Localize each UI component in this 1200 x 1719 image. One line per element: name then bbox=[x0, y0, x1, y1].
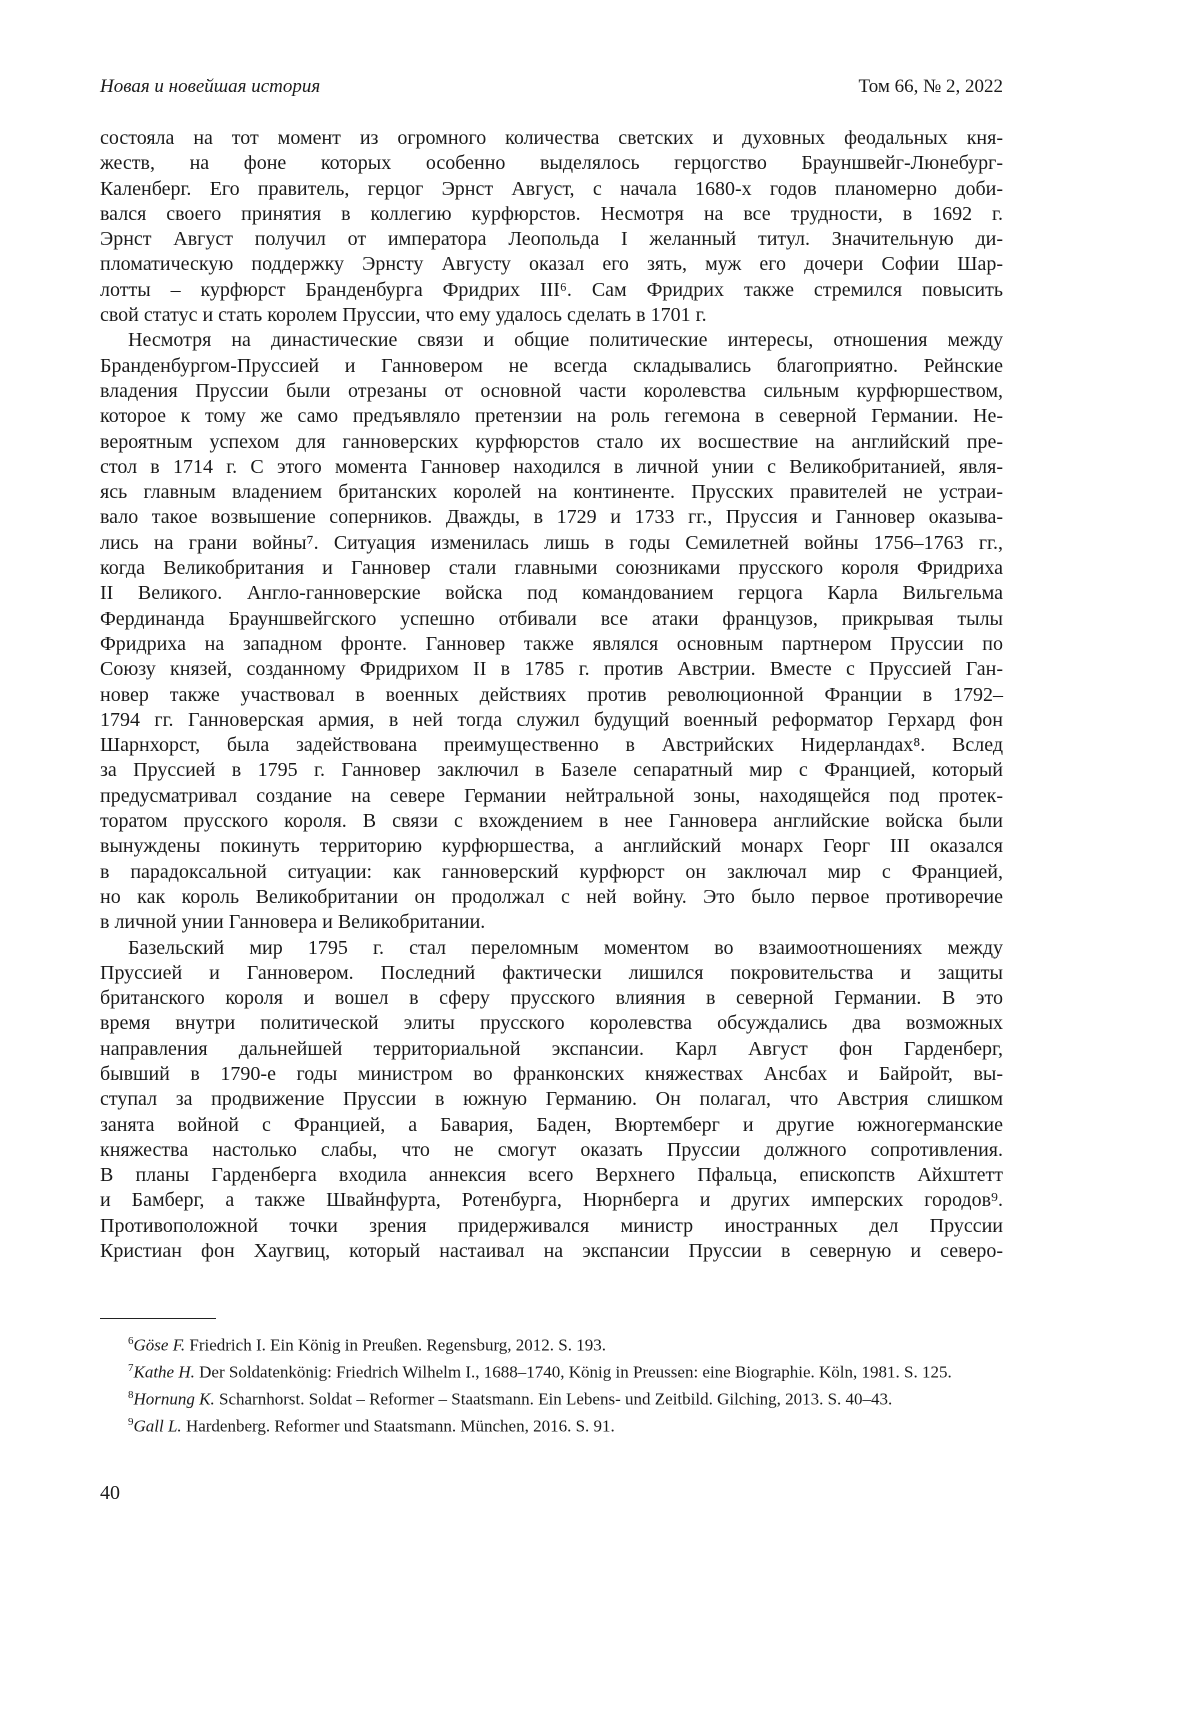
footnote-number: 9 bbox=[128, 1416, 134, 1428]
text-line: Эрнст Август получил от императора Леопольда I желанный титул. Значительную ди- bbox=[100, 227, 1003, 252]
paragraph bbox=[100, 936, 1003, 1265]
text-line: Несмотря на династические связи и общие политические интересы, отношения между bbox=[100, 328, 1003, 353]
text-line: Пруссией и Ганновером. Последний фактически лишился покровительства и защиты bbox=[100, 961, 1003, 986]
footnote bbox=[100, 1357, 1003, 1384]
text-line: II Великого. Англо-ганноверские войска под командованием герцога Карла Вильгельма bbox=[100, 581, 1003, 606]
text-line: владения Пруссии были отрезаны от основной части королевства сильным курфюршеством, bbox=[100, 379, 1003, 404]
journal-title: Новая и новейшая история bbox=[100, 76, 320, 98]
text-line: жеств, на фоне которых особенно выделялось герцогство Брауншвейг-Люнебург- bbox=[100, 151, 1003, 176]
footnote-number: 6 bbox=[128, 1335, 134, 1347]
text-line: ясь главным владением британских королей на континенте. Прусских правителей не устраи- bbox=[100, 480, 1003, 505]
page-number: 40 bbox=[100, 1482, 120, 1505]
footnote-author: Hornung K. bbox=[134, 1390, 215, 1409]
text-line: Кристиан фон Хаугвиц, который настаивал на экспансии Пруссии в северную и северо- bbox=[100, 1239, 1003, 1264]
text-line: Противоположной точки зрения придерживался министр иностранных дел Пруссии bbox=[100, 1214, 1003, 1239]
footnote-text: Scharnhorst. Soldat – Reformer – Staatsmann. Ein Lebens- und Zeitbild. Gilching, 2013. S. 40–43. bbox=[215, 1390, 893, 1409]
text-line: вынуждены покинуть территорию курфюршества, а английский монарх Георг III оказался bbox=[100, 834, 1003, 859]
text-line: предусматривал создание на севере Германии нейтральной зоны, находящейся под протек- bbox=[100, 784, 1003, 809]
footnote-author: Gall L. bbox=[134, 1417, 182, 1436]
text-line: лотты – курфюрст Бранденбурга Фридрих III⁶. Сам Фридрих также стремился повысить bbox=[100, 278, 1003, 303]
text-line: новер также участвовал в военных действиях против революционной Франции в 1792– bbox=[100, 683, 1003, 708]
text-line: Каленберг. Его правитель, герцог Эрнст Август, с начала 1680-х годов планомерно доби- bbox=[100, 177, 1003, 202]
text-line: направления дальнейшей территориальной экспансии. Карл Август фон Гарденберг, bbox=[100, 1037, 1003, 1062]
text-line: вало такое возвышение соперников. Дважды, в 1729 и 1733 гг., Пруссия и Ганновер оказыва- bbox=[100, 505, 1003, 530]
text-line: Союзу князей, созданному Фридрихом II в 1785 г. против Австрии. Вместе с Пруссией Ган- bbox=[100, 657, 1003, 682]
text-line: вероятным успехом для ганноверских курфюрстов стало их восшествие на английский пре- bbox=[100, 430, 1003, 455]
text-line: в парадоксальной ситуации: как ганноверский курфюрст он заключал мир с Францией, bbox=[100, 860, 1003, 885]
text-line: свой статус и стать королем Пруссии, что ему удалось сделать в 1701 г. bbox=[100, 303, 1003, 328]
text-line: Фердинанда Брауншвейгского успешно отбивали все атаки французов, прикрывая тылы bbox=[100, 607, 1003, 632]
text-line: 1794 гг. Ганноверская армия, в ней тогда служил будущий военный реформатор Герхард фон bbox=[100, 708, 1003, 733]
footnote bbox=[100, 1384, 1003, 1411]
text-line: торатом прусского короля. В связи с вхождением в нее Ганновера английские войска были bbox=[100, 809, 1003, 834]
article-body bbox=[100, 126, 1003, 1264]
footnote bbox=[100, 1411, 1003, 1438]
text-line: Бранденбургом-Пруссией и Ганновером не всегда складывались благоприятно. Рейнские bbox=[100, 354, 1003, 379]
text-line: лись на грани войны⁷. Ситуация изменилась лишь в годы Семилетней войны 1756–1763 гг., bbox=[100, 531, 1003, 556]
text-line: пломатическую поддержку Эрнсту Августу оказал его зять, муж его дочери Софии Шар- bbox=[100, 252, 1003, 277]
text-line: состояла на тот момент из огромного количества светских и духовных феодальных кня- bbox=[100, 126, 1003, 151]
footnote-author: Kathe H. bbox=[134, 1363, 195, 1382]
text-line: вался своего принятия в коллегию курфюрстов. Несмотря на все трудности, в 1692 г. bbox=[100, 202, 1003, 227]
text-line: когда Великобритания и Ганновер стали главными союзниками прусского короля Фридриха bbox=[100, 556, 1003, 581]
paragraph bbox=[100, 328, 1003, 935]
text-line: но как король Великобритании он продолжал с ней войну. Это было первое противоречие bbox=[100, 885, 1003, 910]
footnote-text: Der Soldatenkönig: Friedrich Wilhelm I., 1688–1740, König in Preussen: eine Biographie. Köln, 1981. S. 125. bbox=[195, 1363, 952, 1382]
text-line: и Бамберг, а также Швайнфурта, Ротенбурга, Нюрнберга и других имперских городов⁹. bbox=[100, 1188, 1003, 1213]
running-header bbox=[100, 76, 1003, 98]
text-line: за Пруссией в 1795 г. Ганновер заключил в Базеле сепаратный мир с Францией, который bbox=[100, 758, 1003, 783]
text-line: В планы Гарденберга входила аннексия всего Верхнего Пфальца, епископств Айхштетт bbox=[100, 1163, 1003, 1188]
text-line: занята войной с Францией, а Бавария, Баден, Вюртемберг и другие южногерманские bbox=[100, 1113, 1003, 1138]
text-line: княжества настолько слабы, что не смогут оказать Пруссии должного сопротивления. bbox=[100, 1138, 1003, 1163]
paragraph bbox=[100, 126, 1003, 328]
text-line: бывший в 1790-е годы министром во франконских княжествах Ансбах и Байройт, вы- bbox=[100, 1062, 1003, 1087]
text-line: британского короля и вошел в сферу прусского влияния в северной Германии. В это bbox=[100, 986, 1003, 1011]
text-line: ступал за продвижение Пруссии в южную Германию. Он полагал, что Австрия слишком bbox=[100, 1087, 1003, 1112]
footnote bbox=[100, 1330, 1003, 1357]
text-line: стол в 1714 г. С этого момента Ганновер находился в личной унии с Великобританией, явля- bbox=[100, 455, 1003, 480]
text-line: которое к тому же само предъявляло претензии на роль гегемона в северной Германии. Не- bbox=[100, 404, 1003, 429]
text-line: Фридриха на западном фронте. Ганновер также являлся основным партнером Пруссии по bbox=[100, 632, 1003, 657]
footnote-number: 8 bbox=[128, 1389, 134, 1401]
issue-info: Том 66, № 2, 2022 bbox=[859, 76, 1003, 98]
text-line: Шарнхорст, была задействована преимущественно в Австрийских Нидерландах⁸. Вслед bbox=[100, 733, 1003, 758]
footnote-text: Friedrich I. Ein König in Preußen. Regensburg, 2012. S. 193. bbox=[185, 1336, 606, 1355]
text-line: Базельский мир 1795 г. стал переломным моментом во взаимоотношениях между bbox=[100, 936, 1003, 961]
footnote-text: Hardenberg. Reformer und Staatsmann. München, 2016. S. 91. bbox=[182, 1417, 615, 1436]
footnote-author: Göse F. bbox=[134, 1336, 186, 1355]
footnotes bbox=[100, 1330, 1003, 1439]
footnote-divider bbox=[100, 1318, 216, 1319]
footnote-number: 7 bbox=[128, 1362, 134, 1374]
text-line: время внутри политической элиты прусского королевства обсуждались два возможных bbox=[100, 1011, 1003, 1036]
text-line: в личной унии Ганновера и Великобритании. bbox=[100, 910, 1003, 935]
